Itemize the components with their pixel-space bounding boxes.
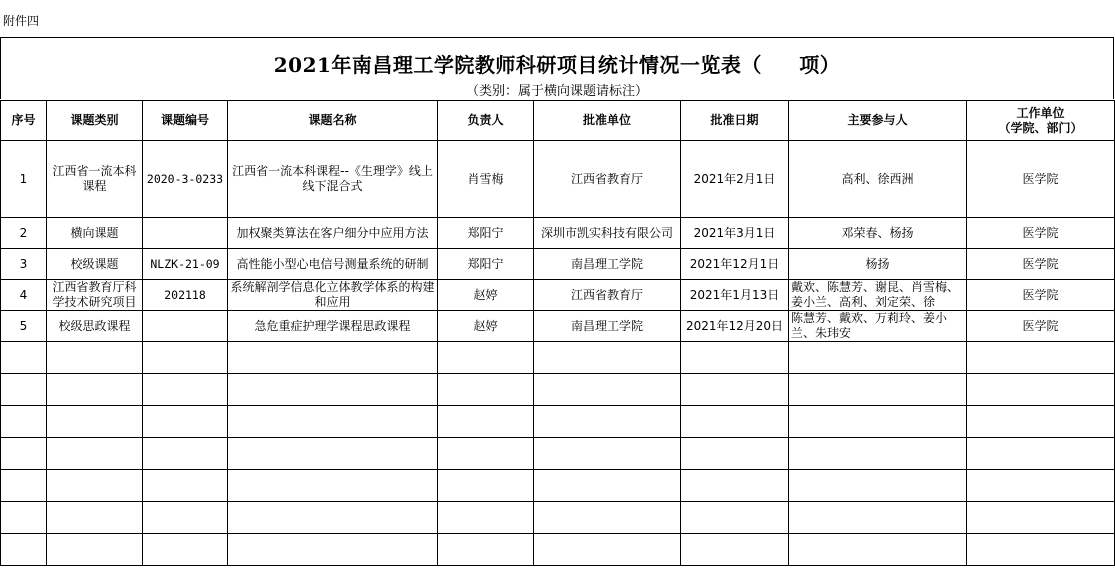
cell-no[interactable]: 1 [1,141,47,218]
cell-leader[interactable]: 肖雪梅 [438,141,534,218]
empty-cell[interactable] [789,374,967,406]
empty-cell[interactable] [1,342,47,374]
empty-cell[interactable] [228,342,438,374]
empty-cell[interactable] [438,534,534,566]
empty-cell[interactable] [143,406,228,438]
cell-leader[interactable]: 赵婷 [438,280,534,311]
empty-cell[interactable] [143,374,228,406]
empty-cell[interactable] [228,502,438,534]
cell-members[interactable]: 戴欢、陈慧芳、谢昆、肖雪梅、姜小兰、高利、刘定荣、徐 [789,280,967,311]
empty-cell[interactable] [789,470,967,502]
empty-cell[interactable] [47,534,143,566]
page-subtitle: （类别：属于横向课题请标注） [465,84,648,99]
cell-leader[interactable]: 赵婷 [438,311,534,342]
cell-category[interactable]: 江西省一流本科课程 [47,141,143,218]
cell-members[interactable]: 陈慧芳、戴欢、万莉玲、姜小兰、朱玮安 [789,311,967,342]
cell-category[interactable]: 横向课题 [47,218,143,249]
empty-row [1,406,1115,438]
empty-cell[interactable] [534,342,681,374]
cell-date[interactable]: 2021年3月1日 [681,218,789,249]
empty-cell[interactable] [1,534,47,566]
project-table [0,100,1115,566]
cell-approver[interactable]: 江西省教育厅 [534,280,681,311]
cell-members[interactable]: 邓荣春、杨扬 [789,218,967,249]
empty-row [1,438,1115,470]
empty-cell[interactable] [438,502,534,534]
empty-cell[interactable] [789,406,967,438]
header-category[interactable]: 课题类别 [47,101,143,141]
empty-cell[interactable] [967,342,1115,374]
cell-date[interactable]: 2021年1月13日 [681,280,789,311]
empty-cell[interactable] [534,502,681,534]
empty-cell[interactable] [681,406,789,438]
empty-cell[interactable] [967,406,1115,438]
table-row [1,280,1115,311]
cell-no[interactable]: 5 [1,311,47,342]
empty-cell[interactable] [143,342,228,374]
empty-cell[interactable] [534,438,681,470]
cell-no[interactable]: 2 [1,218,47,249]
cell-leader[interactable]: 郑阳宁 [438,218,534,249]
cell-date[interactable]: 2021年12月1日 [681,249,789,280]
cell-no[interactable]: 3 [1,249,47,280]
header-unit[interactable]: 工作单位 （学院、部门） [967,101,1115,141]
cell-category[interactable]: 校级思政课程 [47,311,143,342]
empty-cell[interactable] [143,534,228,566]
header-approver[interactable]: 批准单位 [534,101,681,141]
empty-cell[interactable] [681,374,789,406]
header-no[interactable]: 序号 [1,101,47,141]
table-row [1,311,1115,342]
empty-cell[interactable] [438,438,534,470]
header-date[interactable]: 批准日期 [681,101,789,141]
table-row [1,218,1115,249]
cell-date[interactable]: 2021年2月1日 [681,141,789,218]
empty-cell[interactable] [1,502,47,534]
cell-approver[interactable]: 南昌理工学院 [534,249,681,280]
cell-unit[interactable]: 医学院 [967,311,1115,342]
cell-code[interactable]: 202118 [143,280,228,311]
empty-cell[interactable] [47,342,143,374]
empty-cell[interactable] [47,406,143,438]
empty-cell[interactable] [143,502,228,534]
header-name[interactable]: 课题名称 [228,101,438,141]
empty-cell[interactable] [438,470,534,502]
header-code[interactable]: 课题编号 [143,101,228,141]
cell-members[interactable]: 高利、徐西洲 [789,141,967,218]
empty-cell[interactable] [47,374,143,406]
empty-cell[interactable] [534,534,681,566]
empty-cell[interactable] [967,534,1115,566]
cell-code[interactable] [143,311,228,342]
empty-cell[interactable] [681,502,789,534]
empty-cell[interactable] [143,470,228,502]
empty-cell[interactable] [1,374,47,406]
empty-cell[interactable] [967,438,1115,470]
empty-cell[interactable] [967,374,1115,406]
cell-approver[interactable]: 深圳市凯实科技有限公司 [534,218,681,249]
cell-unit[interactable]: 医学院 [967,141,1115,218]
empty-cell[interactable] [438,342,534,374]
empty-cell[interactable] [534,406,681,438]
cell-no[interactable]: 4 [1,280,47,311]
empty-cell[interactable] [143,438,228,470]
cell-code[interactable]: NLZK-21-09 [143,249,228,280]
empty-cell[interactable] [47,502,143,534]
empty-cell[interactable] [1,406,47,438]
cell-unit[interactable]: 医学院 [967,249,1115,280]
empty-cell[interactable] [789,438,967,470]
cell-code[interactable] [143,218,228,249]
cell-members[interactable]: 杨扬 [789,249,967,280]
cell-unit[interactable]: 医学院 [967,218,1115,249]
cell-approver[interactable]: 南昌理工学院 [534,311,681,342]
cell-approver[interactable]: 江西省教育厅 [534,141,681,218]
empty-cell[interactable] [789,502,967,534]
empty-cell[interactable] [789,534,967,566]
empty-cell[interactable] [789,342,967,374]
empty-cell[interactable] [438,374,534,406]
empty-cell[interactable] [228,374,438,406]
cell-unit[interactable]: 医学院 [967,280,1115,311]
empty-cell[interactable] [228,470,438,502]
empty-cell[interactable] [228,534,438,566]
empty-cell[interactable] [681,438,789,470]
empty-cell[interactable] [534,470,681,502]
empty-row [1,342,1115,374]
header-row [1,101,1115,141]
cell-category[interactable]: 校级课题 [47,249,143,280]
empty-cell[interactable] [1,438,47,470]
empty-row [1,534,1115,566]
empty-cell[interactable] [47,438,143,470]
cell-leader[interactable]: 郑阳宁 [438,249,534,280]
empty-cell[interactable] [228,406,438,438]
table-row [1,141,1115,218]
empty-cell[interactable] [681,470,789,502]
empty-row [1,502,1115,534]
empty-row [1,374,1115,406]
cell-name[interactable]: 江西省一流本科课程--《生理学》线上线下混合式 [228,141,438,218]
empty-cell[interactable] [228,438,438,470]
empty-cell[interactable] [681,534,789,566]
empty-cell[interactable] [967,502,1115,534]
cell-code[interactable]: 2020-3-0233 [143,141,228,218]
empty-cell[interactable] [967,470,1115,502]
header-members[interactable]: 主要参与人 [789,101,967,141]
cell-name[interactable]: 急危重症护理学课程思政课程 [228,311,438,342]
empty-row [1,470,1115,502]
cell-name[interactable]: 系统解剖学信息化立体教学体系的构建和应用 [228,280,438,311]
empty-cell[interactable] [534,374,681,406]
empty-cell[interactable] [681,342,789,374]
cell-name[interactable]: 加权聚类算法在客户细分中应用方法 [228,218,438,249]
cell-date[interactable]: 2021年12月20日 [681,311,789,342]
empty-cell[interactable] [47,470,143,502]
page-title: 2021年南昌理工学院教师科研项目统计情况一览表（ 项） [273,53,841,77]
annex-label: 附件四 [3,14,40,28]
cell-name[interactable]: 高性能小型心电信号测量系统的研制 [228,249,438,280]
title-area [0,37,1114,99]
header-leader[interactable]: 负责人 [438,101,534,141]
table-row [1,249,1115,280]
empty-cell[interactable] [438,406,534,438]
cell-category[interactable]: 江西省教育厅科学技术研究项目 [47,280,143,311]
empty-cell[interactable] [1,470,47,502]
